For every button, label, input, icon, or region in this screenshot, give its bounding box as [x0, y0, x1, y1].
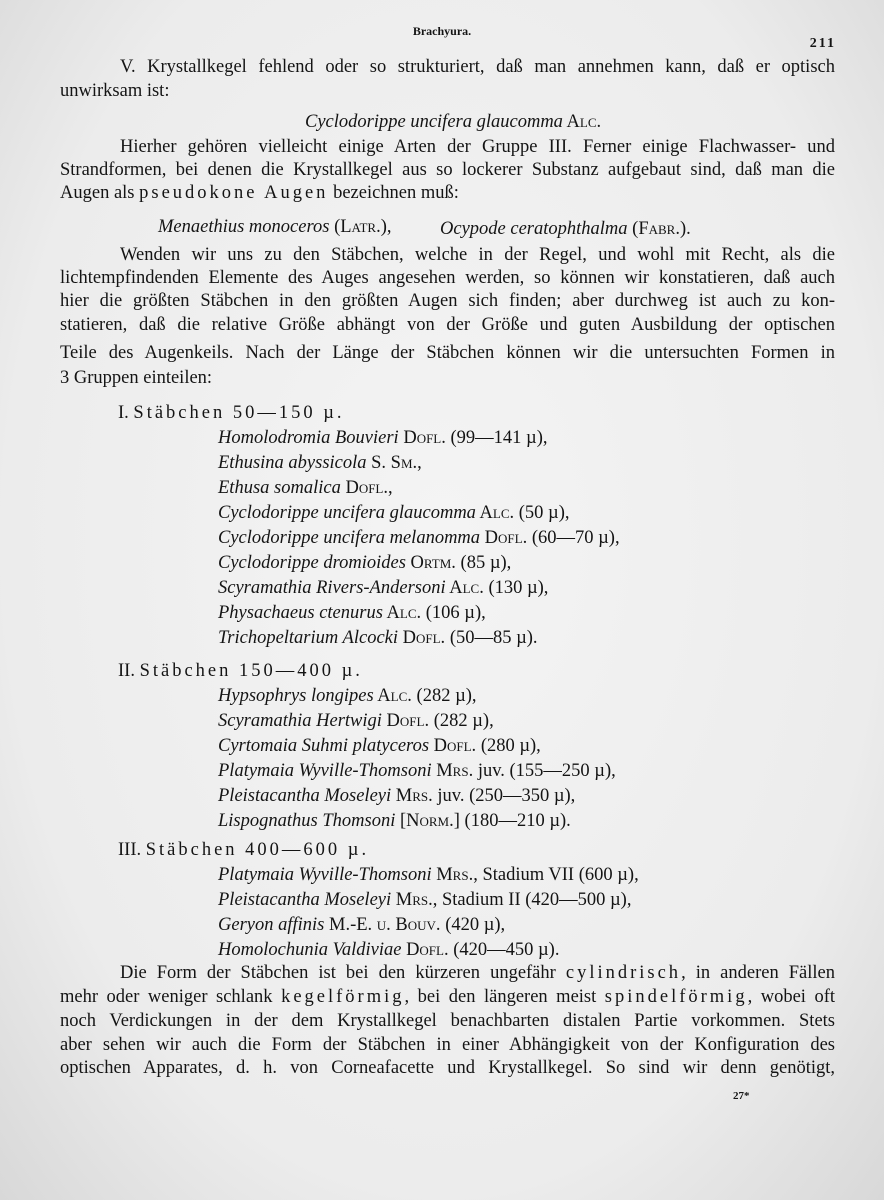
text-segment: noch Verdickungen in der dem Krystallkegel benachbarten distalen Partie vorkommen. Stets	[60, 1011, 835, 1031]
species-list-item	[218, 735, 541, 757]
species-author: Mrs.	[431, 761, 474, 781]
species-author: Dofl.	[401, 940, 449, 960]
species-size: (50 µ),	[514, 503, 570, 523]
species-name: Platymaia Wyville-Thomsoni	[218, 761, 432, 781]
species-size: juv. (250—350 µ),	[432, 786, 576, 806]
text-segment: hier die größten Stäbchen in den größten Augen sich finden; aber durchweg ist auch zu kon-	[60, 291, 835, 311]
species-size: (106 µ),	[421, 603, 486, 623]
text-segment: Hierher gehören vielleicht einige Arten der Gruppe III. Ferner einige Flachwasser- und	[120, 137, 835, 157]
text-segment: kegelförmig	[281, 987, 405, 1007]
species-size: (99—141 µ),	[445, 428, 548, 448]
species-list-item	[218, 602, 486, 624]
text-segment: Strandformen, bei denen die Krystallkegel aus so lockerer Substanz aufgebaut sind, daß man die	[60, 160, 835, 180]
species-size: (60—70 µ),	[527, 528, 620, 548]
text-line	[60, 290, 835, 312]
species-name: Pleistacantha Moseleyi	[218, 890, 392, 910]
text-segment: statieren, daß die relative Größe abhängt von der Größe und guten Ausbildung der optischen	[60, 315, 835, 335]
running-title: Brachyura.	[412, 24, 472, 38]
species-list-item	[218, 685, 477, 707]
species-name: Trichopeltarium Alcocki	[218, 628, 399, 648]
text-line	[60, 1010, 835, 1032]
species-size: Stadium VII (600 µ),	[477, 865, 639, 885]
text-line	[60, 367, 212, 389]
species-name: Homolodromia Bouvieri	[218, 428, 399, 448]
species-list-item	[218, 427, 547, 449]
species-name: Hypsophrys longipes	[218, 686, 374, 706]
text-segment: optischen Apparates, d. h. von Corneafacette und Krystallkegel. So sind wir denn genötigt,	[60, 1058, 835, 1078]
group-numeral: III.	[118, 840, 142, 860]
text-line	[60, 1057, 835, 1079]
text-segment: spindelförmig	[604, 987, 748, 1007]
species-name: Cyclodorippe dromioides	[218, 553, 406, 573]
species-size: (420 µ),	[440, 915, 506, 935]
species-list-item	[218, 914, 505, 936]
species-author: Mrs.	[391, 786, 433, 806]
species-size: juv. (155—250 µ),	[473, 761, 616, 781]
species-list-item	[218, 710, 494, 732]
species-name: Lispognathus Thomsoni	[218, 811, 396, 831]
species-author: Alc.	[475, 503, 515, 523]
group-title: Stäbchen 150—400 µ.	[139, 661, 363, 681]
species-list-item	[218, 889, 631, 911]
text-segment: lichtempfindenden Elemente des Auges angesehen werden, so können wir konstatieren, daß auch	[60, 268, 835, 288]
text-segment: Die Form der Stäbchen ist bei den kürzeren ungefähr	[120, 963, 566, 983]
species-name: Scyramathia Rivers-Andersoni	[218, 578, 446, 598]
species-author: Mrs.,	[391, 890, 438, 910]
text-segment: Teile des Augenkeils. Nach der Länge der Stäbchen können wir die untersuchten Formen in	[60, 343, 835, 363]
species-author: Dofl.	[480, 528, 528, 548]
species-size: (180—210 µ).	[459, 811, 571, 831]
signature-mark: 27*	[733, 1090, 750, 1102]
text-line	[60, 1034, 835, 1056]
text-line	[60, 314, 835, 336]
text-segment: 3 Gruppen einteilen:	[60, 368, 213, 388]
species-size: (85 µ),	[455, 553, 512, 573]
text-line	[60, 80, 169, 102]
species-author: Dofl.,	[340, 478, 393, 498]
species-list-item	[218, 760, 616, 782]
species-name: Cyclodorippe uncifera glaucomma	[218, 503, 476, 523]
text-line	[120, 56, 835, 78]
text-segment: aber sehen wir auch die Form der Stäbchen in einer Abhängigkeit von der Konfiguration des	[60, 1035, 835, 1055]
text-line	[60, 267, 835, 289]
species-list-item	[218, 627, 538, 649]
species-author: Dofl.	[381, 711, 430, 731]
text-line	[440, 218, 691, 240]
species-size: (420—450 µ).	[448, 940, 560, 960]
species-author: Ortm.	[405, 553, 456, 573]
text-segment: Augen als	[60, 183, 140, 203]
group-numeral: I.	[118, 403, 129, 423]
text-segment: unwirksam ist:	[60, 81, 170, 101]
species-author: S. Sm.,	[366, 453, 422, 473]
species-size: Stadium II (420—500 µ),	[437, 890, 632, 910]
species-name: Platymaia Wyville-Thomsoni	[218, 865, 432, 885]
species-author: Mrs.,	[431, 865, 478, 885]
species-size: (50—85 µ).	[445, 628, 538, 648]
group-heading	[118, 402, 345, 424]
species-name: Cyrtomaia Suhmi platyceros	[218, 736, 430, 756]
species-name: Cyclodorippe uncifera melanomma	[218, 528, 481, 548]
species-list-item	[218, 939, 559, 961]
text-line	[60, 986, 835, 1008]
species-list-item	[218, 477, 393, 499]
text-segment: V. Krystallkegel fehlend oder so strukturiert, daß man annehmen kann, daß er optisch	[120, 57, 835, 77]
text-line	[120, 962, 835, 984]
species-name: Ethusa somalica	[218, 478, 341, 498]
species-name: Ocypode ceratophthalma	[440, 219, 628, 239]
species-list-item	[218, 552, 511, 574]
text-segment: bezeichnen muß:	[328, 183, 459, 203]
species-author: Alc.	[445, 578, 484, 598]
species-name: Cyclodorippe uncifera glaucomma	[305, 112, 563, 132]
text-segment: (Fabr.).	[627, 219, 691, 239]
text-line	[120, 136, 835, 158]
species-author: Dofl.	[398, 628, 446, 648]
species-name: Homolochunia Valdiviae	[218, 940, 402, 960]
text-line	[60, 342, 835, 364]
species-list-item	[218, 527, 620, 549]
text-segment: Alc.	[562, 112, 602, 132]
species-list-item	[218, 502, 570, 524]
text-segment: Wenden wir uns zu den Stäbchen, welche in der Regel, und wohl mit Recht, als die	[120, 245, 835, 265]
text-line	[158, 216, 392, 238]
species-list-item	[218, 864, 639, 886]
species-name: Ethusina abyssicola	[218, 453, 367, 473]
species-name: Pleistacantha Moseleyi	[218, 786, 392, 806]
text-segment: , bei den längeren meist	[404, 987, 605, 1007]
species-name: Scyramathia Hertwigi	[218, 711, 382, 731]
species-name: Geryon affinis	[218, 915, 325, 935]
species-name: Menaethius monoceros	[158, 217, 330, 237]
group-title: Stäbchen 400—600 µ.	[145, 840, 370, 860]
species-size: (282 µ),	[429, 711, 494, 731]
text-segment: (Latr.),	[329, 217, 392, 237]
species-list-item	[218, 577, 548, 599]
species-size: (130 µ),	[483, 578, 549, 598]
species-size: (280 µ),	[476, 736, 541, 756]
species-list-item	[218, 452, 422, 474]
species-author: Dofl.	[429, 736, 477, 756]
page-number: 211	[809, 36, 836, 51]
species-author: Dofl.	[398, 428, 446, 448]
text-segment: pseudokone Augen	[139, 183, 329, 203]
species-author: M.-E. u. Bouv.	[324, 915, 441, 935]
species-size: (282 µ),	[411, 686, 477, 706]
species-list-item	[218, 810, 571, 832]
text-segment: , in anderen Fällen	[681, 963, 835, 983]
text-line	[120, 244, 835, 266]
species-author: Alc.	[373, 686, 412, 706]
text-line	[60, 182, 459, 204]
group-title: Stäbchen 50—150 µ.	[133, 403, 345, 423]
species-list-item	[218, 785, 575, 807]
text-segment: mehr oder weniger schlank	[60, 987, 282, 1007]
species-name: Physachaeus ctenurus	[218, 603, 383, 623]
species-author: [Norm.]	[395, 811, 460, 831]
group-heading	[118, 660, 363, 682]
group-numeral: II.	[118, 661, 135, 681]
species-author: Alc.	[382, 603, 422, 623]
text-line	[305, 111, 601, 133]
text-line	[60, 159, 835, 181]
group-heading	[118, 839, 369, 861]
text-segment: cylindrisch	[565, 963, 682, 983]
text-segment: , wobei oft	[747, 987, 836, 1007]
